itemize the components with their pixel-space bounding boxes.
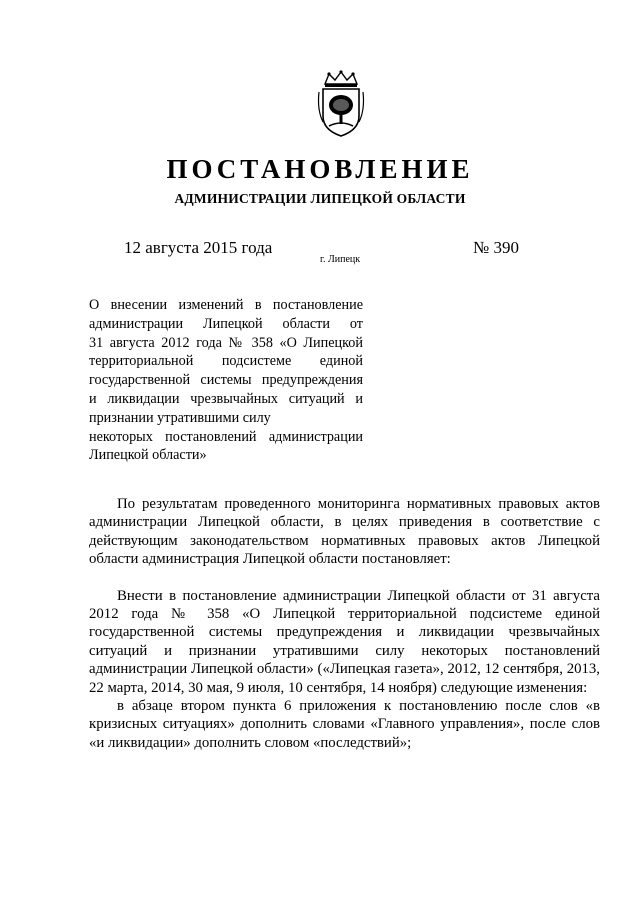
abstract-line: 31 августа 2012 года № 358 «О Липецкой bbox=[89, 334, 363, 351]
abstract-line: и ликвидации чрезвычайных ситуаций и bbox=[89, 390, 363, 407]
document-number: № 390 bbox=[473, 238, 519, 257]
body-paragraph: По результатам проведенного мониторинга нормативных правовых актов администрации Липецкой области, в целях приведения в соответствие с действующим законодательством нормативных правовых актов Липецкой области администрация Липецкой области постановляет: bbox=[89, 496, 600, 568]
abstract-line: администрации Липецкой области от bbox=[89, 315, 363, 332]
document-abstract bbox=[89, 296, 363, 465]
document-city: г. Липецк bbox=[320, 254, 361, 265]
abstract-line: Липецкой области» bbox=[89, 447, 207, 464]
coat-of-arms-icon bbox=[315, 70, 367, 138]
document-date: 12 августа 2015 года bbox=[124, 238, 273, 257]
abstract-line: признании утратившими силу bbox=[89, 409, 271, 426]
document-body bbox=[89, 495, 600, 752]
document-subtitle: АДМИНИСТРАЦИИ ЛИПЕЦКОЙ ОБЛАСТИ bbox=[174, 191, 466, 206]
abstract-line: территориальной подсистеме единой bbox=[89, 353, 363, 370]
body-paragraph: в абзаце втором пункта 6 приложения к постановлению после слов «в кризисных ситуациях» дополнить словами «Главного управления», после слов «и ликвидации» дополнить словом «последствий»; bbox=[89, 698, 600, 751]
abstract-line: государственной системы предупреждения bbox=[89, 372, 363, 389]
body-paragraph: Внести в постановление администрации Липецкой области от 31 августа 2012 года № 358 «О Липецкой территориальной подсистеме единой государственной системы предупреждения и ликвидации чрезвычайных ситуаций и признании утратившими силу некоторых постановлений администрации Липецкой области» («Липецкая газета», 2012, 12 сентября, 2013, 22 марта, 2014, 30 мая, 9 июля, 10 сентября, 14 ноября) следующие изменения: bbox=[89, 587, 600, 696]
document-title: ПОСТАНОВЛЕНИЕ bbox=[166, 154, 474, 184]
abstract-line: некоторых постановлений администрации bbox=[89, 428, 363, 445]
abstract-line: О внесении изменений в постановление bbox=[89, 297, 363, 313]
